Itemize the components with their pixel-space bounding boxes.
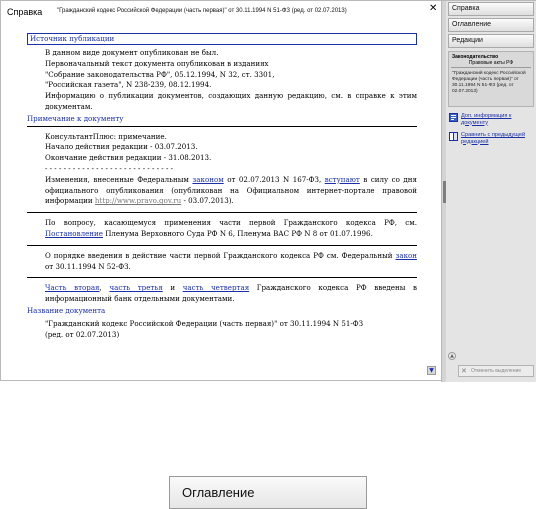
header-document-title: "Гражданский кодекс Российской Федерации (часть первая)" от 30.11.1994 N 51-ФЗ (ред. от 02.07.2013) [57, 8, 347, 14]
card-body: "Гражданский кодекс Российской Федерации (часть первая)" от 30.11.1994 N 51-ФЗ (ред. от 02.07.2013) [452, 71, 526, 94]
part-two-link[interactable]: Часть вторая [45, 283, 100, 293]
text: , [99, 283, 110, 293]
tab-editions[interactable]: Редакции [448, 34, 534, 48]
takes-effect-link[interactable]: вступают [324, 174, 360, 184]
part-three-link[interactable]: часть третья [109, 283, 163, 293]
parts-paragraph [27, 283, 417, 305]
enactment-law-link[interactable]: закон [395, 250, 417, 260]
header-title: Справка [7, 7, 43, 17]
compare-link[interactable] [448, 132, 536, 145]
compare-label: Сравнить с предыдущей редакцией [461, 132, 526, 145]
scroll-down-arrow-icon[interactable]: ▼ [427, 366, 436, 375]
text: в силу со дня официального опубликования (опубликован на Официальном интернет-портале правовой информации [45, 174, 417, 206]
dash-separator: - - - - - - - - - - - - - - - - - - - - - - - - - - - - [45, 163, 173, 173]
note-line: Окончание действия редакции - 31.08.2013. [45, 153, 212, 163]
tab-contents[interactable]: Оглавление [448, 18, 534, 32]
text: и [162, 283, 183, 293]
text: Изменения, внесенные Федеральным [45, 174, 193, 184]
compare-icon [449, 132, 458, 141]
extra-info-link[interactable] [448, 113, 536, 126]
source-line: "Российская газета", N 238-239, 08.12.1994. [45, 80, 212, 90]
source-line: В данном виде документ опубликован не был. [45, 48, 219, 57]
text: от 30.11.1994 N 52-ФЗ. [45, 261, 131, 271]
enactment-paragraph [27, 251, 417, 273]
divider [27, 245, 417, 246]
name-line: "Гражданский кодекс Российской Федерации (часть первая)" от 30.11.1994 N 51-ФЗ [45, 318, 364, 328]
text: Пленума Верховного Суда РФ N 6, Пленума ВАС РФ N 8 от 01.07.1996. [102, 228, 373, 238]
extra-info-label: Доп. информация к документу [461, 113, 512, 126]
right-panel [446, 1, 536, 382]
source-line: Информацию о публикации документов, создающих данную редакцию, см. в справке к этим документам. [45, 91, 417, 111]
cancel-x-icon: ✕ [461, 367, 467, 375]
law-link[interactable]: законом [192, 174, 224, 184]
changes-paragraph [27, 175, 417, 207]
info-icon [449, 113, 458, 122]
name-line: (ред. от 02.07.2013) [45, 329, 120, 339]
note-line: Начало действия редакции - 03.07.2013. [45, 142, 198, 152]
source-line: Первоначальный текст документа опубликован в изданиях [45, 58, 269, 68]
text: По вопросу, касающемуся применения части первой Гражданского кодекса РФ, см. [45, 218, 417, 228]
resolution-paragraph [27, 218, 417, 240]
document-info-card [448, 51, 534, 107]
note-line: КонсультантПлюс: примечание. [45, 131, 167, 141]
cancel-selection-label: Отменить выделение [471, 368, 522, 374]
divider [27, 212, 417, 213]
resolution-link[interactable]: Постановление [45, 228, 103, 238]
pravo-url-link[interactable]: http://www.pravo.gov.ru [94, 196, 182, 206]
text: от 02.07.2013 N 167-ФЗ, [223, 174, 325, 184]
part-four-link[interactable]: часть четвертая [182, 283, 250, 293]
section-heading-note[interactable]: Примечание к документу [27, 114, 417, 127]
scroll-up-icon[interactable]: ▲ [448, 352, 456, 360]
text: Гражданского кодекса РФ введены в информационный банк отдельными документами. [45, 283, 417, 304]
cancel-selection-button[interactable] [458, 365, 534, 377]
divider [27, 277, 417, 278]
text: - 03.07.2013). [181, 196, 234, 206]
section-heading-source[interactable]: Источник публикации [27, 33, 417, 45]
tab-help[interactable]: Справка [448, 2, 534, 16]
document-header [1, 1, 441, 23]
text: О порядке введения в действие части первой Гражданского кодекса РФ см. Федеральный [45, 250, 396, 260]
document-text [27, 33, 417, 377]
card-title: Законодательство [452, 54, 499, 60]
section-heading-name[interactable]: Название документа [27, 305, 106, 315]
contents-tooltip: Оглавление [169, 476, 367, 509]
card-subtitle: Правовые акты РФ [451, 60, 531, 68]
close-icon[interactable]: ✕ [429, 3, 438, 14]
source-line: "Собрание законодательства РФ", 05.12.1994, N 32, ст. 3301, [45, 69, 275, 79]
